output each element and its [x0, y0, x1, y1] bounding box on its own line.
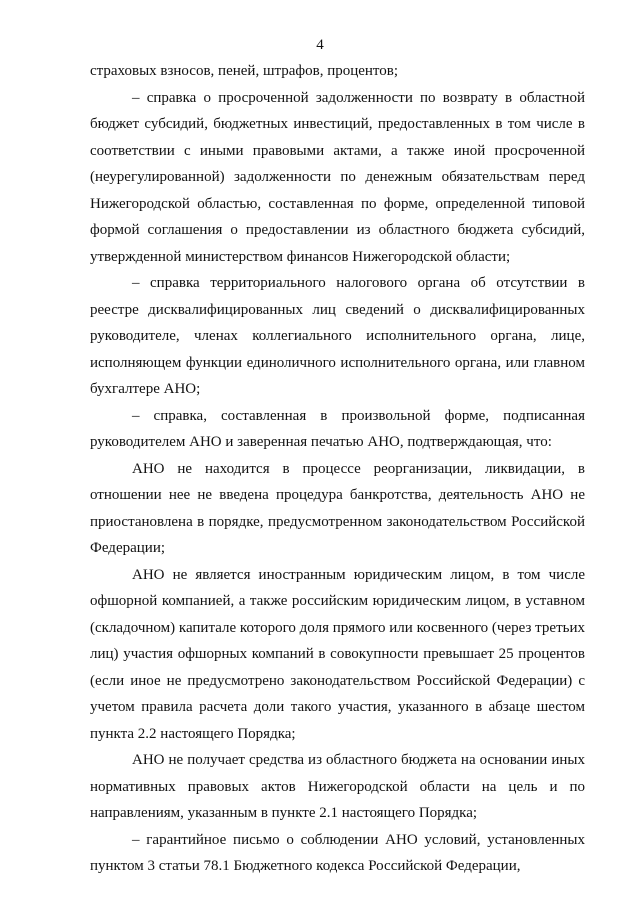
paragraph-no-other-budget-funds: АНО не получает средства из областного бюджета на основании иных нормативных правовых актов Нижегородской области на цель и по направлениям, указанным в пункте 2.1 настоящего Порядка;	[90, 752, 585, 821]
paragraph-free-form-certificate: – справка, составленная в произвольной форме, подписанная руководителем АНО и заверенная печатью АНО, подтверждающая, что:	[90, 407, 585, 450]
paragraph-continuation: страховых взносов, пеней, штрафов, процентов;	[90, 63, 399, 79]
document-body	[90, 58, 585, 880]
paragraph-tax-authority-certificate: – справка территориального налогового органа об отсутствии в реестре дисквалифицированных лиц сведений о дисквалифицированных руководителе, членах коллегиального исполнительного органа, лице, исполняющем функции единоличного исполнительного органа, или главном бухгалтере АНО;	[90, 275, 585, 397]
paragraph-not-foreign-entity: АНО не является иностранным юридическим лицом, в том числе офшорной компанией, а также российским юридическим лицом, в уставном (складочном) капитале которого доля прямого или косвенного (через третьих лиц) участия офшорных компаний в совокупности превышает 25 процентов (если иное не предусмотрено законодательством Российской Федерации) с учетом правила расчета доли такого участия, указанного в абзаце шестом пункта 2.2 настоящего Порядка;	[90, 566, 585, 742]
paragraph-no-reorganization: АНО не находится в процессе реорганизации, ликвидации, в отношении нее не введена процедура банкротства, деятельность АНО не приостановлена в порядке, предусмотренном законодательством Российской Федерации;	[90, 460, 585, 556]
paragraph-overdue-debt-certificate: – справка о просроченной задолженности по возврату в областной бюджет субсидий, бюджетных инвестиций, предоставленных в том числе в соответствии с иными правовыми актами, а также иной просроченной (неурегулированной) задолженности по денежным обязательствам перед Нижегородской областью, составленная по форме, определенной типовой формой соглашения о предоставлении из областного бюджета субсидий, утвержденной министерством финансов Нижегородской области;	[90, 89, 585, 265]
page-number: 4	[316, 37, 324, 53]
paragraph-guarantee-letter: – гарантийное письмо о соблюдении АНО условий, установленных пунктом 3 статьи 78.1 Бюджетного кодекса Российской Федерации,	[90, 831, 585, 874]
